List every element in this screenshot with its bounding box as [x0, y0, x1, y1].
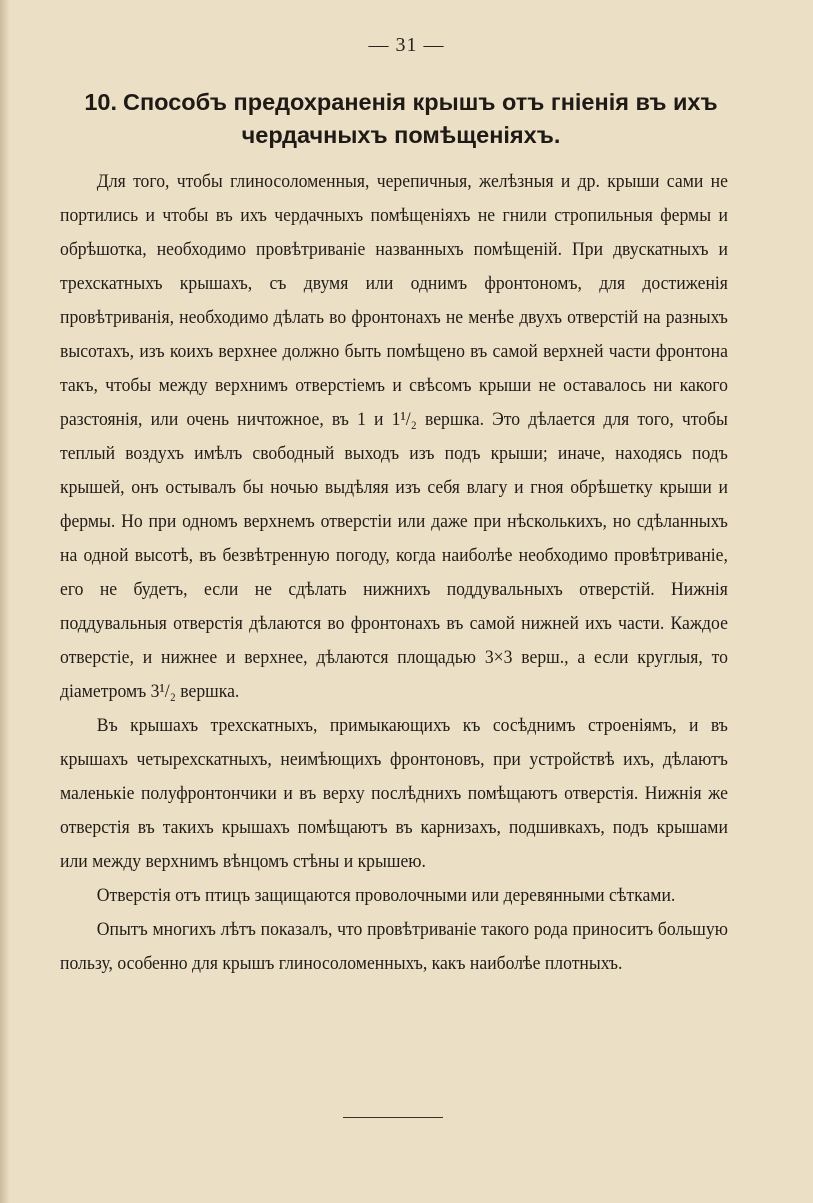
page-binding-edge	[0, 0, 10, 1203]
paragraph: Опытъ многихъ лѣтъ показалъ, что провѣтриваніе такого рода приноситъ большую пользу, особенно для крышъ глиносоломенныхъ, какъ наиболѣе плотныхъ.	[60, 919, 728, 974]
paragraph: Въ крышахъ трехскатныхъ, примыкающихъ къ сосѣднимъ строеніямъ, и въ крышахъ четырехскатныхъ, неимѣющихъ фронтоновъ, при устройствѣ ихъ, дѣлаютъ маленькіе полуфронтончики и въ верху послѣднихъ помѣщаютъ отверстія. Нижнія же отверстія въ такихъ крышахъ помѣщаютъ въ карнизахъ, подшивкахъ, подъ крышами или между верхнимъ вѣнцомъ стѣны и крышею.	[60, 715, 728, 872]
paragraph: Для того, чтобы глиносоломенныя, черепичныя, желѣзныя и др. крыши сами не портились и чтобы въ ихъ чердачныхъ помѣщеніяхъ не гнили стропильныя фермы и обрѣшотка, необходимо провѣтриваніе названныхъ помѣщеній. При двускатныхъ и трехскатныхъ крышахъ, съ двумя или однимъ фронтономъ, для достиженія провѣтриванія, необходимо дѣлать во фронтонахъ не менѣе двухъ отверстій на разныхъ высотахъ, изъ коихъ верхнее должно быть помѣщено въ самой верхней части фронтона такъ, чтобы между верхнимъ отверстіемъ и свѣсомъ крыши не оставалось ни какого разстоянія, или очень ничтожное, въ 1 и 1¹/₂ вершка. Это дѣлается для того, чтобы теплый воздухъ имѣлъ свободный выходъ изъ подъ крыши; иначе, находясь подъ крышей, онъ остывалъ бы ночью выдѣляя изъ себя влагу и гноя обрѣшетку крыши и фермы. Но при одномъ верхнемъ отверстіи или даже при нѣсколькихъ, но сдѣланныхъ на одной высотѣ, въ безвѣтренную погоду, когда наиболѣе необходимо провѣтриваніе, его не будетъ, если не сдѣлать нижнихъ поддувальныхъ отверстій. Нижнія поддувальныя отверстія дѣлаются во фронтонахъ въ самой нижней ихъ части. Каждое отверстіе, и нижнее и верхнее, дѣлаются площадью 3×3 верш., а если круглыя, то діаметромъ 3¹/₂ вершка.	[60, 171, 728, 702]
section-number: 10.	[84, 89, 118, 115]
section-title: Способъ предохраненія крышъ отъ гніенія въ ихъ чердачныхъ помѣщеніяхъ.	[123, 89, 718, 148]
paragraph: Отверстія отъ птицъ защищаются проволочными или деревянными сѣтками.	[96, 885, 676, 906]
end-rule	[343, 1117, 443, 1118]
body-text	[60, 165, 728, 981]
page-number: — 31 —	[368, 34, 445, 56]
section-heading	[56, 86, 746, 152]
